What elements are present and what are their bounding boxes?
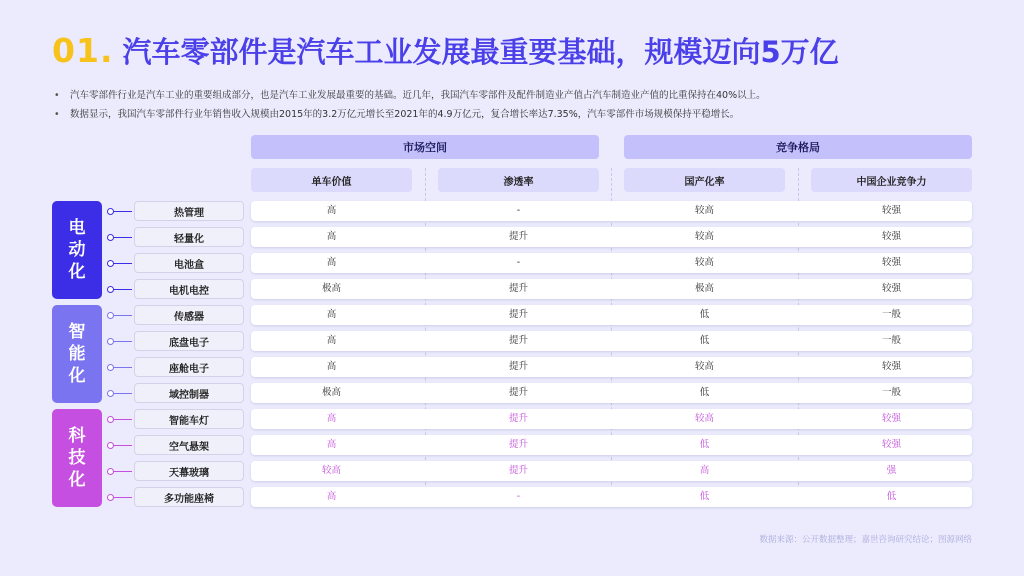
row-connector — [110, 315, 132, 316]
source-note: 数据来源：公开数据整理；嘉世咨询研究结论；图源网络 — [759, 535, 972, 545]
table-cell: - — [516, 205, 521, 216]
table-cell: 提升 — [508, 465, 528, 476]
table-row — [251, 279, 972, 299]
table-cell: 提升 — [508, 309, 528, 320]
table-cell: 较强 — [881, 231, 901, 242]
page-title — [52, 28, 839, 72]
table-cell: 高 — [326, 231, 337, 242]
table-cell: 较高 — [321, 465, 341, 476]
category-intelligence — [52, 305, 102, 403]
column-header-localization: 国产化率 — [624, 168, 785, 192]
table-cell: 提升 — [508, 283, 528, 294]
table-cell: 一般 — [881, 309, 901, 320]
table-cell: 提升 — [508, 231, 528, 242]
table-cell: 极高 — [694, 283, 714, 294]
table-cell: 较强 — [881, 205, 901, 216]
row-label: 天幕玻璃 — [134, 461, 244, 481]
table-cell: 高 — [326, 309, 337, 320]
table-cell: 较强 — [881, 413, 901, 424]
row-connector — [110, 497, 132, 498]
table-cell: 高 — [326, 361, 337, 372]
table-cell: 强 — [886, 465, 897, 476]
table-row — [251, 201, 972, 221]
table-cell: 高 — [326, 257, 337, 268]
table-row — [251, 383, 972, 403]
table-cell: 低 — [699, 335, 710, 346]
table-cell: - — [516, 491, 521, 502]
column-header-unit-value: 单车价值 — [251, 168, 412, 192]
table-cell: 较高 — [694, 413, 714, 424]
category-char: 化 — [68, 470, 86, 490]
bullet-item: • 汽车零部件行业是汽车工业的重要组成部分，也是汽车工业发展最重要的基础。近几年，我国汽车零部件及配件制造业产值占汽车制造业产值的比重保持在40%以上。 — [52, 86, 992, 105]
table-cell: 低 — [699, 387, 710, 398]
table-cell: 提升 — [508, 361, 528, 372]
table-cell: 低 — [699, 309, 710, 320]
row-label: 底盘电子 — [134, 331, 244, 351]
title-number: 01 — [52, 30, 100, 70]
row-connector — [110, 393, 132, 394]
table-cell: 高 — [326, 439, 337, 450]
row-label: 电池盒 — [134, 253, 244, 273]
table-cell: 提升 — [508, 413, 528, 424]
table-cell: 提升 — [508, 387, 528, 398]
category-char: 能 — [68, 344, 86, 364]
table-cell: 极高 — [321, 387, 341, 398]
table-cell: 低 — [699, 439, 710, 450]
table-cell: 极高 — [321, 283, 341, 294]
table-cell: 较高 — [694, 257, 714, 268]
title-text: 汽车零部件是汽车工业发展最重要基础，规模迈向5万亿 — [122, 34, 839, 69]
table-cell: - — [516, 257, 521, 268]
table-cell: 较强 — [881, 283, 901, 294]
row-label: 域控制器 — [134, 383, 244, 403]
row-label: 电机电控 — [134, 279, 244, 299]
row-label: 空气悬架 — [134, 435, 244, 455]
bullet-item: • 数据显示，我国汽车零部件行业年销售收入规模由2015年的3.2万亿元增长至2021年的4.9万亿元，复合增长率达7.35%，汽车零部件市场规模保持平稳增长。 — [52, 105, 992, 124]
row-label: 轻量化 — [134, 227, 244, 247]
table-cell: 高 — [326, 413, 337, 424]
table-cell: 较高 — [694, 361, 714, 372]
table-cell: 较强 — [881, 361, 901, 372]
table-cell: 提升 — [508, 439, 528, 450]
row-label: 多功能座椅 — [134, 487, 244, 507]
table-cell: 提升 — [508, 335, 528, 346]
table-cell: 一般 — [881, 387, 901, 398]
table-cell: 较强 — [881, 257, 901, 268]
table-row — [251, 409, 972, 429]
row-connector — [110, 445, 132, 446]
table-row — [251, 305, 972, 325]
table-cell: 较高 — [694, 205, 714, 216]
row-connector — [110, 237, 132, 238]
row-connector — [110, 471, 132, 472]
table-cell: 较高 — [694, 231, 714, 242]
table-row — [251, 331, 972, 351]
row-label: 座舱电子 — [134, 357, 244, 377]
category-char: 技 — [68, 448, 86, 468]
category-char: 化 — [68, 366, 86, 386]
category-char: 化 — [68, 262, 86, 282]
table-cell: 低 — [886, 491, 897, 502]
category-char: 智 — [68, 322, 86, 342]
row-connector — [110, 289, 132, 290]
category-char: 电 — [68, 218, 86, 238]
bullet-list — [52, 86, 992, 124]
row-connector — [110, 367, 132, 368]
table-row — [251, 227, 972, 247]
category-technology — [52, 409, 102, 507]
column-header-competitiveness: 中国企业竞争力 — [811, 168, 972, 192]
table-cell: 高 — [326, 491, 337, 502]
table-row — [251, 487, 972, 507]
table-row — [251, 461, 972, 481]
row-connector — [110, 211, 132, 212]
table-row — [251, 435, 972, 455]
category-char: 动 — [68, 240, 86, 260]
group-header-market: 市场空间 — [251, 135, 599, 159]
table-cell: 高 — [326, 205, 337, 216]
title-dot: . — [99, 30, 113, 70]
row-label: 传感器 — [134, 305, 244, 325]
row-connector — [110, 263, 132, 264]
row-connector — [110, 341, 132, 342]
row-connector — [110, 419, 132, 420]
table-cell: 高 — [699, 465, 710, 476]
row-label: 热管理 — [134, 201, 244, 221]
table-cell: 较强 — [881, 439, 901, 450]
table-row — [251, 253, 972, 273]
table-row — [251, 357, 972, 377]
row-label: 智能车灯 — [134, 409, 244, 429]
category-electrification — [52, 201, 102, 299]
table-cell: 高 — [326, 335, 337, 346]
table-cell: 一般 — [881, 335, 901, 346]
category-char: 科 — [68, 426, 86, 446]
group-header-competition: 竞争格局 — [624, 135, 972, 159]
table-cell: 低 — [699, 491, 710, 502]
column-header-penetration: 渗透率 — [438, 168, 599, 192]
